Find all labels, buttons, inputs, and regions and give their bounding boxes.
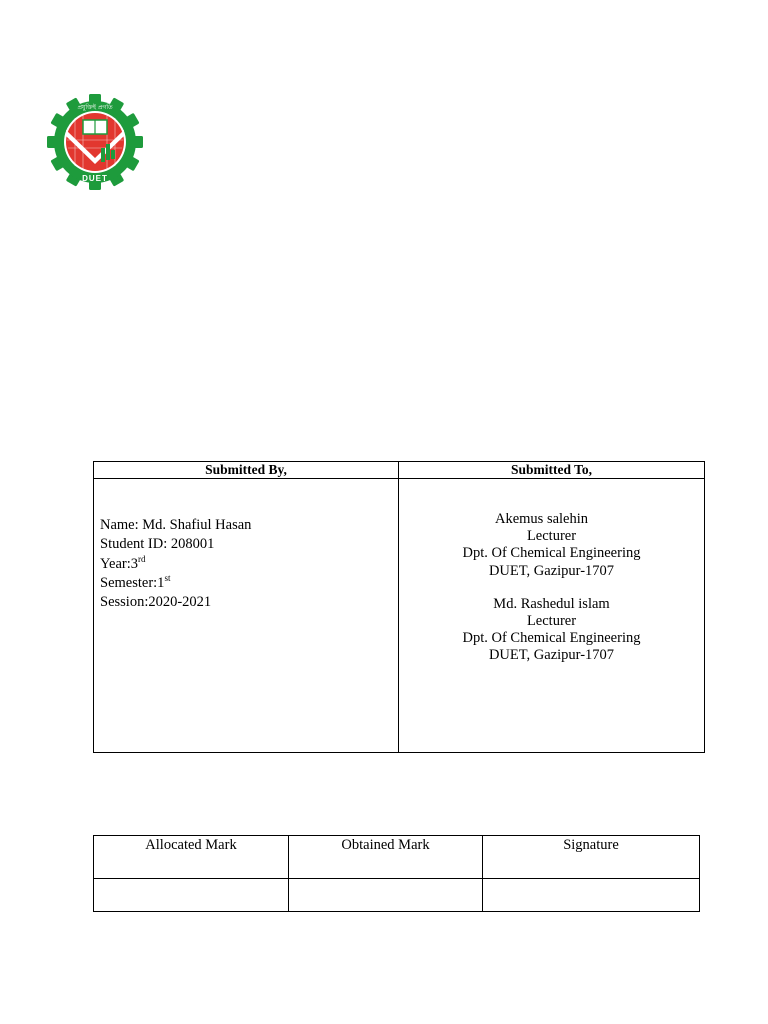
student-id: Student ID: 208001 xyxy=(100,536,215,553)
obtained-mark-cell xyxy=(289,879,483,912)
submitted-by-header: Submitted By, xyxy=(94,462,399,479)
obtained-mark-header: Obtained Mark xyxy=(289,836,483,879)
marks-table xyxy=(93,835,700,912)
duet-logo xyxy=(40,94,150,190)
submitted-to-cell xyxy=(399,479,705,753)
signature-header: Signature xyxy=(483,836,700,879)
submitted-by-cell xyxy=(94,479,399,753)
student-semester: Semester:1st xyxy=(100,572,171,591)
teacher-1-institution: DUET, Gazipur-1707 xyxy=(488,562,615,579)
teacher-1-dept: Dpt. Of Chemical Engineering xyxy=(462,545,641,562)
submission-table xyxy=(93,461,705,753)
signature-cell xyxy=(483,879,700,912)
student-session: Session:2020-2021 xyxy=(100,594,212,611)
teacher-1-name: Akemus salehin xyxy=(494,511,589,527)
logo-text-top: প্রযুক্তিই প্রগতি xyxy=(77,104,113,111)
submitted-to-header: Submitted To, xyxy=(399,462,705,479)
student-year: Year:3rd xyxy=(100,553,146,572)
teacher-2-title: Lecturer xyxy=(526,613,577,630)
allocated-mark-cell xyxy=(94,879,289,912)
teacher-2-institution: DUET, Gazipur-1707 xyxy=(488,647,615,664)
teacher-2-dept: Dpt. Of Chemical Engineering xyxy=(462,630,641,647)
teacher-1-title: Lecturer xyxy=(526,528,577,545)
teacher-2-name: Md. Rashedul islam xyxy=(493,595,610,612)
logo-text-bottom: DUET xyxy=(82,174,108,183)
student-name: Name: Md. Shafiul Hasan xyxy=(100,517,252,533)
allocated-mark-header: Allocated Mark xyxy=(94,836,289,879)
